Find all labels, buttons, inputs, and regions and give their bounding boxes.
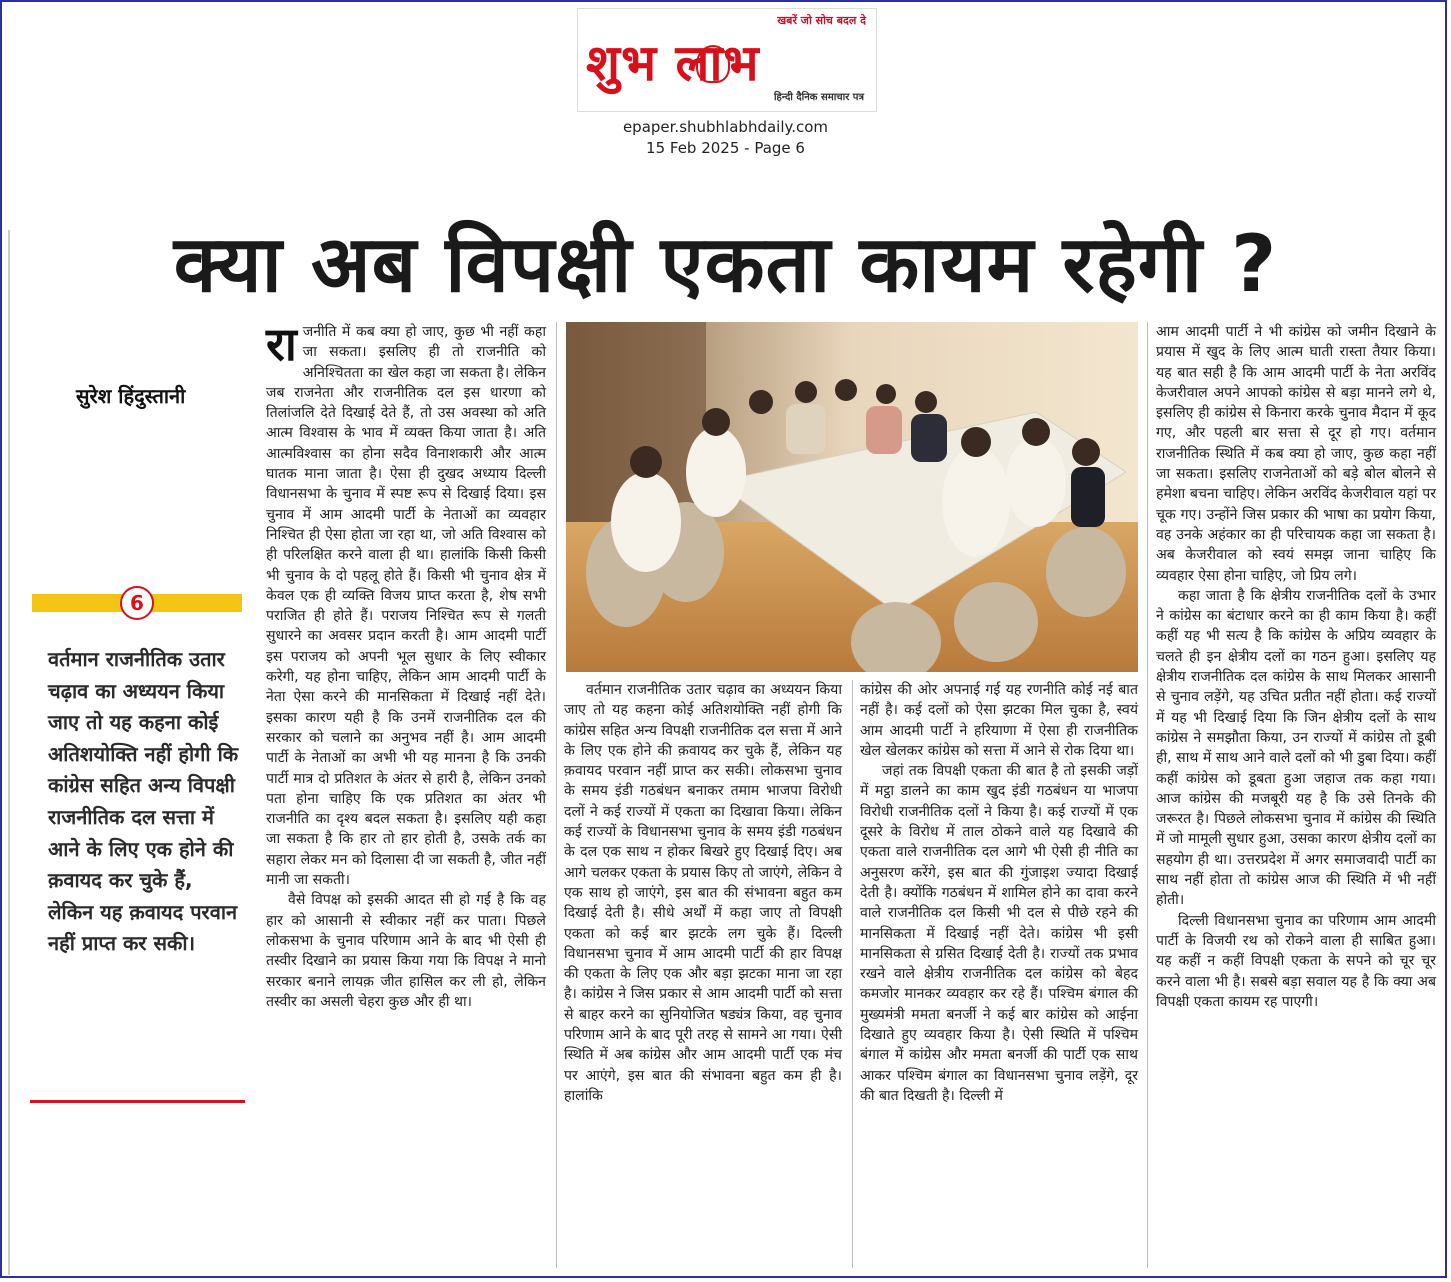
epaper-url: epaper.shubhlabhdaily.com bbox=[622, 118, 829, 136]
pullquote-badge: 6 bbox=[120, 586, 154, 620]
left-margin-rule bbox=[8, 230, 10, 1275]
paragraph: वैसे विपक्ष को इसकी आदत सी हो गई है कि वह हार को आसानी से स्वीकार नहीं कर पाता। पिछले लोकसभा के चुनाव परिणाम आने के बाद भी ऐसी ही तस्वीर दिखाने का प्रयास किया गया कि विपक्ष ने मानो सरकार बनाने लायक़ जीत हासिल कर ली हो, लेकिन तस्वीर का असली चेहरा कुछ और ही था। bbox=[266, 892, 546, 1010]
paragraph: कांग्रेस की ओर अपनाई गई यह रणनीति कोई नई बात नहीं है। कई दलों को ऐसा झटका मिल चुका है, स्वयं आम आदमी पार्टी ने हरियाणा में ऐसा ही राजनीतिक खेल खेलकर कांग्रेस को सत्ता में आने से रोक दिया था। bbox=[860, 682, 1138, 759]
paragraph: कहा जाता है कि क्षेत्रीय राजनीतिक दलों के उभार ने कांग्रेस का बंटाधार करने का ही काम किया है। कहीं कहीं यह भी सत्य है कि कांग्रेस के अप्रिय व्यवहार के चलते ही इन क्षेत्रीय दलों का गठन हुआ। इसलिए यह क्षेत्रीय राजनीतिक दल कांग्रेस के साथ मिलकर आसानी से चुनाव लड़ेंगे, यह उचित प्रतीत नहीं होता। कई राज्यों में यह भी दिखाई दिया कि जिन क्षेत्रीय दलों के साथ कांग्रेस ने समझौता किया, उन राज्यों में कांग्रेस तो डूबी ही, साथ में साथ आने वाले दलों को भी डुबा दिया। कहीं कहीं कांग्रेस को डूबता हुआ जहाज तक कहा गया। आज कांग्रेस की मजबूरी यह है कि उसे तिनके की जरूरत है। पिछले लोकसभा चुनाव में कांग्रेस की स्थिति में जो मामूली सुधार हुआ, उसका कारण क्षेत्रीय दलों का सहयोग ही था। उत्तरप्रदेश में अगर समाजवादी पार्टी का साथ नहीं होता तो कांग्रेस आज की स्थिति में भी नहीं होती। bbox=[1156, 587, 1436, 909]
masthead-title: शुभ लाभ bbox=[586, 33, 760, 92]
paragraph: जहां तक विपक्षी एकता की बात है तो इसकी जड़ों में मट्ठा डालने का काम खुद इंडी गठबंधन या भाजपा विरोधी राजनीतिक दलों ने किया है। कई राज्यों में एक दूसरे के विरोध में ताल ठोकने वाले यह दिखावे की एकता वाले राजनीतिक दल आगे भी ऐसी ही नीति का अनुसरण करेंगे, इस बात की गुंजाइश ज्यादा दिखाई देती है। क्योंकि गठबंधन में शामिल होने का दावा करने वाले राजनीतिक दल किसी भी दल से पीछे रहने की मानसिकता में दिखाई नहीं देते। कांग्रेस भी इसी मानसिकता से ग्रसित दिखाई देती है। राज्यों तक प्रभाव रखने वाले क्षेत्रीय राजनीतिक दल कांग्रेस को बेहद कमजोर मानकर व्यवहार कर रहे हैं। पश्चिम बंगाल की मुख्यमंत्री ममता बनर्जी ने कई बार कांग्रेस को आईना दिखाते हुए व्यवहार किया है। ऐसी स्थिति में पश्चिम बंगाल में कांग्रेस और ममता बनर्जी की पार्टी एक साथ आकर पश्चिम बंगाल का विधानसभा चुनाव लड़ेंगे, दूर की बात दिखती है। दिल्ली में bbox=[860, 763, 1138, 1104]
article-column-3 bbox=[860, 680, 1138, 1106]
pullquote-text: वर्तमान राजनीतिक उतार चढ़ाव का अध्ययन किया जाए तो यह कहना कोई अतिशयोक्ति नहीं होगी कि कांग्रेस सहित अन्य विपक्षी राजनीतिक दल सत्ता में आने के लिए एक होने की क़वायद कर चुके हैं, लेकिन यह क़वायद परवान नहीं प्राप्त कर सकी। bbox=[48, 647, 239, 956]
paragraph: दिल्ली विधानसभा चुनाव का परिणाम आम आदमी पार्टी के विजयी रथ को रोकने वाला ही साबित हुआ। यह कहीं न कहीं विपक्षी एकता के सपने को चूर चूर करने वाला भी है। सबसे बड़ा सवाल यह है कि क्या अब विपक्षी एकता कायम रह पाएगी। bbox=[1156, 912, 1436, 1010]
pullquote-rule bbox=[30, 1100, 245, 1103]
article-column-1 bbox=[266, 317, 546, 1012]
article-column-2 bbox=[564, 680, 842, 1106]
article-column-4 bbox=[1156, 322, 1436, 1012]
masthead-tagline: खबरें जो सोच बदल दे bbox=[777, 14, 866, 27]
masthead-subtitle: हिन्दी दैनिक समाचार पत्र bbox=[773, 92, 864, 103]
meeting-photo bbox=[566, 322, 1138, 672]
article-headline: क्या अब विपक्षी एकता कायम रहेगी ? bbox=[173, 220, 1278, 310]
column-rule bbox=[852, 680, 853, 1268]
column-rule bbox=[556, 322, 557, 1268]
ganesha-icon bbox=[696, 45, 730, 83]
paragraph: वर्तमान राजनीतिक उतार चढ़ाव का अध्ययन किया जाए तो यह कहना कोई अतिशयोक्ति नहीं होगी कि कांग्रेस सहित अन्य विपक्षी राजनीतिक दल सत्ता में आने के लिए एक होने की क़वायद कर चुके हैं, लेकिन यह क़वायद परवान नहीं प्राप्त कर सकी। लोकसभा चुनाव के समय इंडी गठबंधन बनाकर तमाम भाजपा विरोधी दलों ने कई राज्यों में एकता का दिखावा किया। लेकिन कई राज्यों के विधानसभा चुनाव के समय इंडी गठबंधन के दल एक साथ न होकर बिखरे हुए दिखाई दिए। अब आगे चलकर एकता के प्रयास किए तो जाएंगे, लेकिन वे एक साथ हो जाएंगे, इस बात की संभावना बहुत कम दिखाई देती है। सीधे अर्थों में कहा जाए तो विपक्षी एकता को कई बार झटके लग चुके हैं। दिल्ली विधानसभा चुनाव में आम आदमी पार्टी की हार विपक्ष की एकता के लिए एक और बड़ा झटका माना जा रहा है। कांग्रेस ने जिस प्रकार से आम आदमी पार्टी को सत्ता से बाहर करने का सुनियोजित षड्यंत्र किया, वह चुनाव परिणाम आने के बाद पूरी तरह से सामने आ गया। ऐसी स्थिति में अब कांग्रेस और आम आदमी पार्टी एक मंच पर आएंगे, इस बात की संभावना बहुत कम ही है। हालांकि bbox=[564, 682, 842, 1104]
paragraph: आम आदमी पार्टी ने भी कांग्रेस को जमीन दिखाने के प्रयास में खुद के लिए आत्म घाती रास्ता तैयार किया। यह बात सही है कि आम आदमी पार्टी के नेता अरविंद केजरीवाल अपने आपको कांग्रेस से बड़ा मानने लगे थे, इसलिए ही कांग्रेस से किनारा करके चुनाव मैदान में कूद गए, और पहली बार सत्ता से दूर हो गए। वर्तमान राजनीतिक स्थिति में कब क्या हो जाए, कुछ कहा नहीं जा सकता। इसलिए राजनेताओं को बड़े बोल बोलने से हमेशा बचना चाहिए। लेकिन अरविंद केजरीवाल यहां पर चूक गए। उन्होंने जिस प्रकार की भाषा का प्रयोग किया, वह उनके अहंकार का ही परिचायक कहा जा सकता है। अब केजरीवाल को स्वयं समझ जाना चाहिए कि व्यवहार ऐसा होना चाहिए, जो प्रिय लगे। bbox=[1156, 324, 1436, 584]
epaper-date-page: 15 Feb 2025 - Page 6 bbox=[646, 139, 805, 157]
author-byline: सुरेश हिंदुस्तानी bbox=[76, 384, 186, 408]
paragraph: जनीति में कब क्या हो जाए, कुछ भी नहीं कहा जा सकता। इसलिए ही तो राजनीति को अनिश्चितता का खेल कहा जा सकता है। लेकिन जब राजनेता और राजनीतिक दल इस धारणा को तिलांजलि देते दिखाई देते हैं, तो उस अवस्था को अति आत्म विश्वास के भाव में व्यक्त किया जाता है। अति आत्मविश्वास का होना सदैव विनाशकारी और आत्म घातक माना जाता है। ऐसा ही दुखद अध्याय दिल्ली विधानसभा के चुनाव में स्पष्ट रूप से दिखाई दिया। इस चुनाव में आम आदमी पार्टी के नेताओं का व्यवहार निश्चित ही ऐसा होता जा रहा था, जो अति विश्वास को ही परिलक्षित करने वाला ही था। हालांकि किसी किसी भी चुनाव के दो पहलू होते हैं। किसी भी चुनाव क्षेत्र में केवल एक ही व्यक्ति विजय प्राप्त करता है, शेष सभी पराजित ही होते हैं। पराजय निश्चित रूप से गलती सुधारने का अवसर प्रदान करती है। आम आदमी पार्टी इस पराजय को अपनी भूल सुधार के लिए स्वीकार करेगी, यह होना चाहिए, लेकिन आम आदमी पार्टी के नेता ऐसा करने की मानसिकता में दिखाई नहीं देते। इसका कारण यही है कि उनमें राजनीतिक दल की सरकार को चलाने का अनुभव नहीं है। आम आदमी पार्टी के नेताओं का अभी भी यह मानना है कि उनकी पार्टी मात्र दो प्रतिशत के अंतर से हारी है, लेकिन उनको पता होना चाहिए कि एक प्रतिशत का अंतर भी राजनीति का दृश्य बदल सकता है। इसलिए यही कहा जा सकता है कि हार तो हार होती है, उसके तर्क का सहारा लेकर मन को दिलासा दी जा सकती है, जीत नहीं मानी जा सकती। bbox=[266, 324, 546, 889]
masthead-logo bbox=[577, 8, 877, 112]
column-rule bbox=[1147, 322, 1148, 1268]
dropcap: रा bbox=[266, 317, 297, 371]
article-photo bbox=[566, 322, 1138, 672]
